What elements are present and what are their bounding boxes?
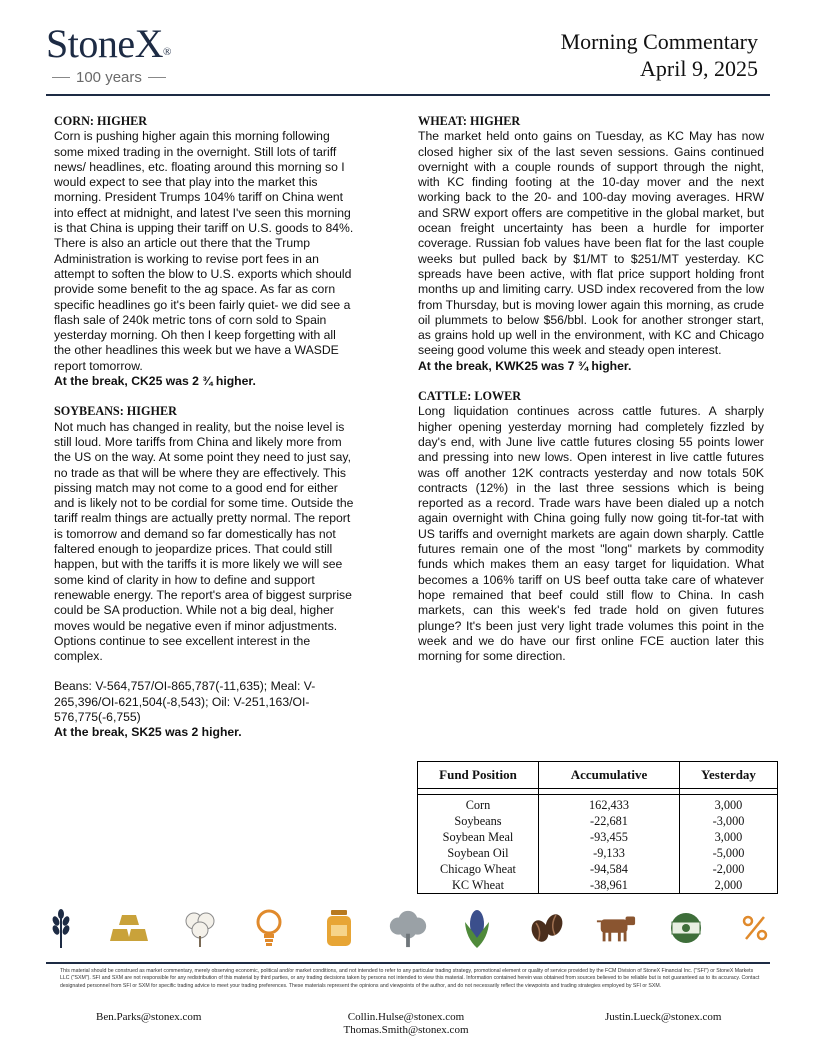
wheat-section (418, 114, 764, 374)
table-cell: -94,584 (539, 861, 680, 877)
column-header: Yesterday (680, 762, 778, 789)
header-title-block (561, 28, 758, 82)
table-cell: -5,000 (680, 845, 778, 861)
tree-icon (387, 907, 429, 949)
table-cell: 162,433 (539, 795, 680, 814)
table-cell: 3,000 (680, 795, 778, 814)
cotton-icon (179, 907, 221, 949)
table-row (418, 845, 778, 861)
corn-break-price: At the break, CK25 was 2 ¾ higher. (54, 374, 256, 389)
tagline-dash-right (148, 77, 166, 78)
document-date: April 9, 2025 (640, 56, 758, 81)
document-title: Morning Commentary (560, 29, 758, 54)
logo-text: StoneX (46, 21, 163, 66)
tagline-dash-left (52, 77, 70, 78)
cow-icon (595, 907, 637, 949)
fund-position-table (417, 761, 778, 894)
stonex-logo (46, 22, 172, 86)
table-cell: -2,000 (680, 861, 778, 877)
logo-tagline-row (46, 69, 172, 86)
table-cell: Corn (418, 795, 539, 814)
section-gap (54, 389, 354, 404)
table-cell: 2,000 (680, 877, 778, 894)
gold-bars-icon (109, 907, 151, 949)
contact-email[interactable]: Thomas.Smith@stonex.com (343, 1024, 469, 1036)
legal-disclaimer: This material should be construed as market commentary, merely observing economic, political and/or market conditions, and not intended to refer to any particular trading strategy, promotional element or quality of service provided by the FCM Division of StoneX Financial Inc. ("SFI") or StoneX Markets LLC ("SXM"). SFI and SXM are not responsible for any redistribution of this material by third parties, or any trading decisions taken by persons not intended to view this material. Information contained herein was obtained from sources believed to be reliable but is not guaranteed as to its accuracy. Contact designated personnel from SFI or SXM for specific trading advice to meet your trading preferences. These materials represent the opinions and viewpoints of the author, and do not necessarily reflect the viewpoints and trading strategies employed by SFI or SXM. (60, 968, 760, 989)
soybeans-section (54, 404, 354, 740)
table-cell: -22,681 (539, 813, 680, 829)
soybeans-break-price: At the break, SK25 was 2 higher. (54, 725, 242, 740)
left-column (54, 114, 354, 741)
commodity-icon-row (40, 906, 776, 950)
corn-title: CORN: HIGHER (54, 114, 148, 128)
table-row (418, 829, 778, 845)
right-column (418, 114, 764, 664)
table-cell: -38,961 (539, 877, 680, 894)
soybeans-volume-stats: Beans: V-564,757/OI-865,787(-11,635); Meal: V-265,396/OI-621,504(-8,543); Oil: V-251,163/OI-576,775(-6,755) (54, 679, 316, 724)
column-header: Fund Position (418, 762, 539, 789)
cattle-title: CATTLE: LOWER (418, 389, 522, 404)
table-cell: Soybean Meal (418, 829, 539, 845)
wheat-title: WHEAT: HIGHER (418, 114, 521, 128)
table-cell: -3,000 (680, 813, 778, 829)
corn-body: Corn is pushing higher again this morning following some mixed trading in the overnight. Still lots of tariff news/ headlines, etc. floating around this morning so I would expect to see that play into the market this morning. President Trumps 104% tariff on China went into effect at midnight, and latest I've seen this morning is that China is upping their tariff on U.S. goods to 84%. There is also an article out there that the Trump Administration is working to revise port fees in an attempt to soften the blow to U.S. exports which should provide some benefit to the ag space. As far as corn specific headlines go it's been fairly quiet- we did see a flash sale of 240k metric tons of corn sold to Spain yesterday morning. Oh then I keep forgetting with all the other headlines this week but we have a WASDE report tomorrow. (54, 129, 354, 373)
soybeans-body: Not much has changed in reality, but the noise level is still loud. More tariffs from China and likely more from the US on the way. At some point they need to just say, no trade as that will be where they are effectively. This pissing match may not come to a good end for either and is likely not to be cordial for some time. Outside the tariff realm things are actually pretty normal. The report is tomorrow and demand so far domestically has not faltered enough to jeopardize prices. That could still happen, but with the tariffs it is more likely we will see some kind of clarity in how to define and support renewable energy. The report's area of biggest surprise could be SA production. While not a big deal, higher moves would be negative even if minor adjustments. Options continue to see excellent interest in the complex. (54, 419, 354, 664)
registered-mark: ® (163, 46, 171, 58)
cattle-body: Long liquidation continues across cattle futures. A sharply higher opening yesterday morning had completely fizzled by day's end, with June live cattle futures closing 55 points lower and pressing into new lows. Open interest in live cattle futures was off another 12K contracts yesterday and now totals 50K contracts (12%) in the last three sessions which is being reported as a record. Trade wars have been dialed up a notch again overnight with China going fully now going tit-for-tat with US tariffs and overnight markets are again down sharply. Cattle futures remain one of the most "long" markets by commodity funds which makes them an easy target for liquidation. What becomes a 106% tariff on US beef outta take care of whatever hope remained that beef could still flow to China. In cash markets, can this week's fed trade hold on given futures plunge? It's been just very light trade volumes this point in the week and we do have our first online FCE auction later this morning for some direction. (418, 404, 764, 664)
percent-icon (734, 907, 776, 949)
table-cell: 3,000 (680, 829, 778, 845)
table-cell: KC Wheat (418, 877, 539, 894)
contact-email-group (336, 1011, 476, 1037)
coffee-beans-icon (526, 907, 568, 949)
section-gap (418, 374, 764, 389)
table-cell: Chicago Wheat (418, 861, 539, 877)
cattle-section (418, 389, 764, 664)
table-row (418, 795, 778, 814)
table-row (418, 813, 778, 829)
table-row (418, 861, 778, 877)
table-cell: Soybeans (418, 813, 539, 829)
wheat-icon (40, 907, 82, 949)
contact-email[interactable]: Collin.Hulse@stonex.com (347, 1011, 465, 1023)
wheat-break-price: At the break, KWK25 was 7 ¾ higher. (418, 358, 632, 373)
table-cell: Soybean Oil (418, 845, 539, 861)
contact-email[interactable]: Ben.Parks@stonex.com (96, 1011, 202, 1023)
logo-tagline: 100 years (76, 69, 142, 86)
lightbulb-icon (248, 907, 290, 949)
table-cell: -9,133 (539, 845, 680, 861)
footer-divider (46, 962, 770, 964)
header-divider (46, 94, 770, 96)
contact-email[interactable]: Justin.Lueck@stonex.com (605, 1011, 722, 1023)
money-icon (665, 907, 707, 949)
wheat-body: The market held onto gains on Tuesday, as KC May has now closed higher six of the last seven sessions. Gains continued overnight with a couple rounds of support through the night, with KC finding footing at the 10-day mover and the next working back to the 20- and 100-day moving averages. HRW and SRW export offers are competitive in the global market, but ocean freight uncertainty has been a hurdle for importer coverage. Russian fob values have been flat for the last couple weeks but pulled back by $1/MT to $251/MT yesterday. KC spreads have been active, with flat price support holding front months up and limiting carry. USD index recovered from the low from Thursday, but is moving lower again this morning, as crude oil plummets to below $56/bbl. Look for another stronger start, as grains hold up well in the environment, with KC and Chicago seeing good volume this week and steady open interest. (418, 129, 764, 358)
table-row (418, 877, 778, 894)
table-cell: -93,455 (539, 829, 680, 845)
soybeans-title: SOYBEANS: HIGHER (54, 404, 177, 419)
column-header: Accumulative (539, 762, 680, 789)
corn-icon (456, 907, 498, 949)
table-header-row (418, 762, 778, 789)
corn-section (54, 114, 354, 389)
honey-jar-icon (318, 907, 360, 949)
